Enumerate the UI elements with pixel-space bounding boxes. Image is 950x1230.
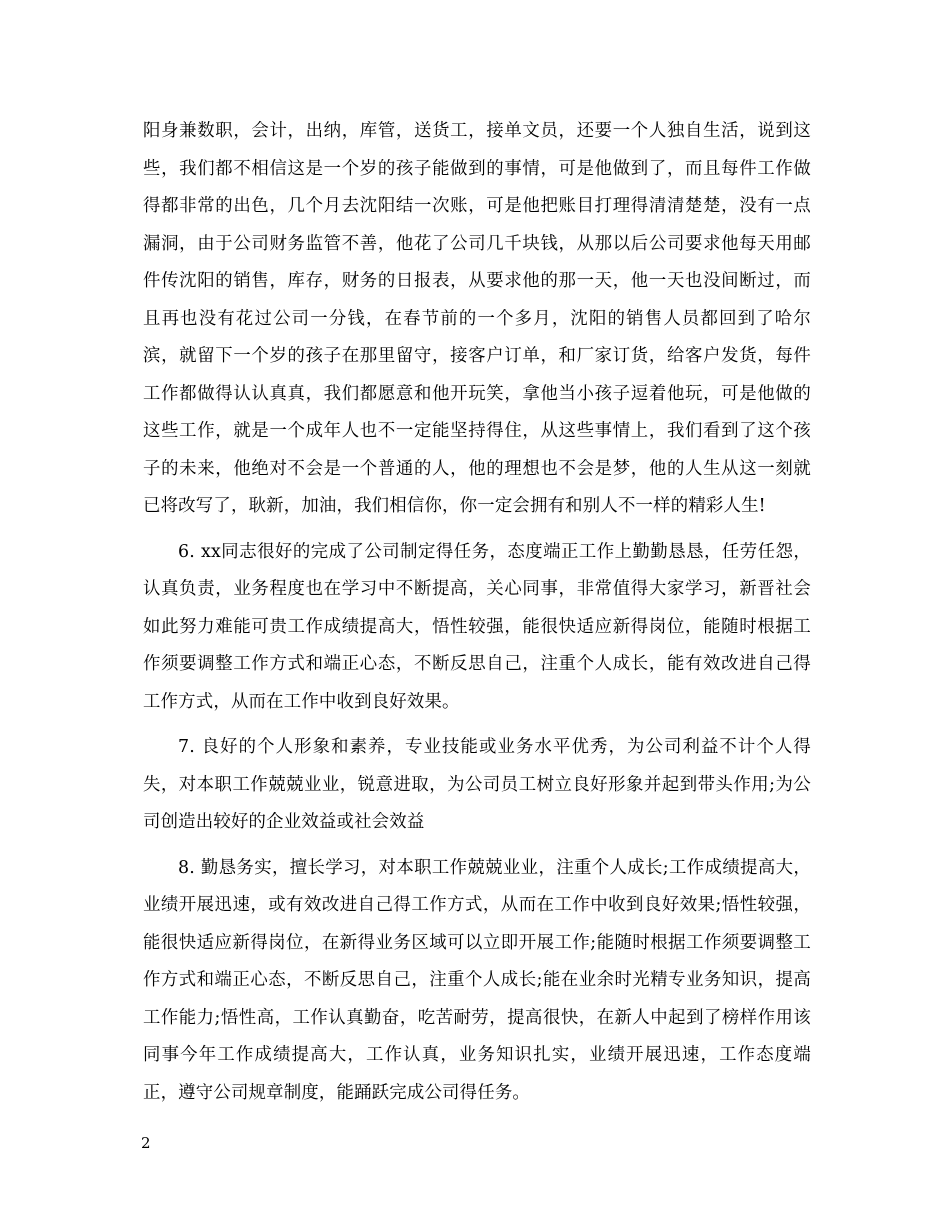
paragraph-item-7: 7. 良好的个人形象和素养，专业技能或业务水平优秀，为公司利益不计个人得失，对本职工作兢兢业业，锐意进取，为公司员工树立良好形象并起到带头作用;为公司创造出较好的企业效益或社会效益 <box>143 737 811 832</box>
page-number: 2 <box>141 1134 151 1152</box>
paragraph-continued: 阳身兼数职，会计，出纳，库管，送货工，接单文员，还要一个人独自生活，说到这些，我们都不相信这是一个岁的孩子能做到的事情，可是他做到了，而且每件工作做得都非常的出色，几个月去沈阳结一次账，可是他把账目打理得清清楚楚，没有一点漏洞，由于公司财务监管不善，他花了公司几千块钱，从那以后公司要求他每天用邮件传沈阳的销售，库存，财务的日报表，从要求他的那一天，他一天也没间断过，而且再也没有花过公司一分钱，在春节前的一个多月，沈阳的销售人员都回到了哈尔滨，就留下一个岁的孩子在那里留守，接客户订单，和厂家订货，给客户发货，每件工作都做得认认真真，我们都愿意和他开玩笑，拿他当小孩子逗着他玩，可是他做的这些工作，就是一个成年人也不一定能坚持得住，从这些事情上，我们看到了这个孩子的未来，他绝对不会是一个普通的人，他的理想也不会是梦，他的人生从这一刻就已将改写了，耿新，加油，我们相信你，你一定会拥有和别人不一样的精彩人生! <box>143 121 811 516</box>
document-body <box>143 113 811 1112</box>
paragraph-item-8: 8. 勤恳务实，擅长学习，对本职工作兢兢业业，注重个人成长;工作成绩提高大，业绩开展迅速，或有效改进自己得工作方式，从而在工作中收到良好效果;悟性较强，能很快适应新得岗位，在新得业务区域可以立即开展工作;能随时根据工作须要调整工作方式和端正心态，不断反思自己，注重个人成长;能在业余时光精专业务知识，提高工作能力;悟性高，工作认真勤奋，吃苦耐劳，提高很快，在新人中起到了榜样作用该同事今年工作成绩提高大，工作认真，业务知识扎实，业绩开展迅速，工作态度端正，遵守公司规章制度，能踊跃完成公司得任务。 <box>143 857 811 1103</box>
paragraph-item-6: 6. xx同志很好的完成了公司制定得任务，态度端正工作上勤勤恳恳，任劳任怨，认真负责，业务程度也在学习中不断提高，关心同事，非常值得大家学习，新晋社会如此努力难能可贵工作成绩提高大，悟性较强，能很快适应新得岗位，能随时根据工作须要调整工作方式和端正心态，不断反思自己，注重个人成长，能有效改进自己得工作方式，从而在工作中收到良好效果。 <box>143 541 811 712</box>
